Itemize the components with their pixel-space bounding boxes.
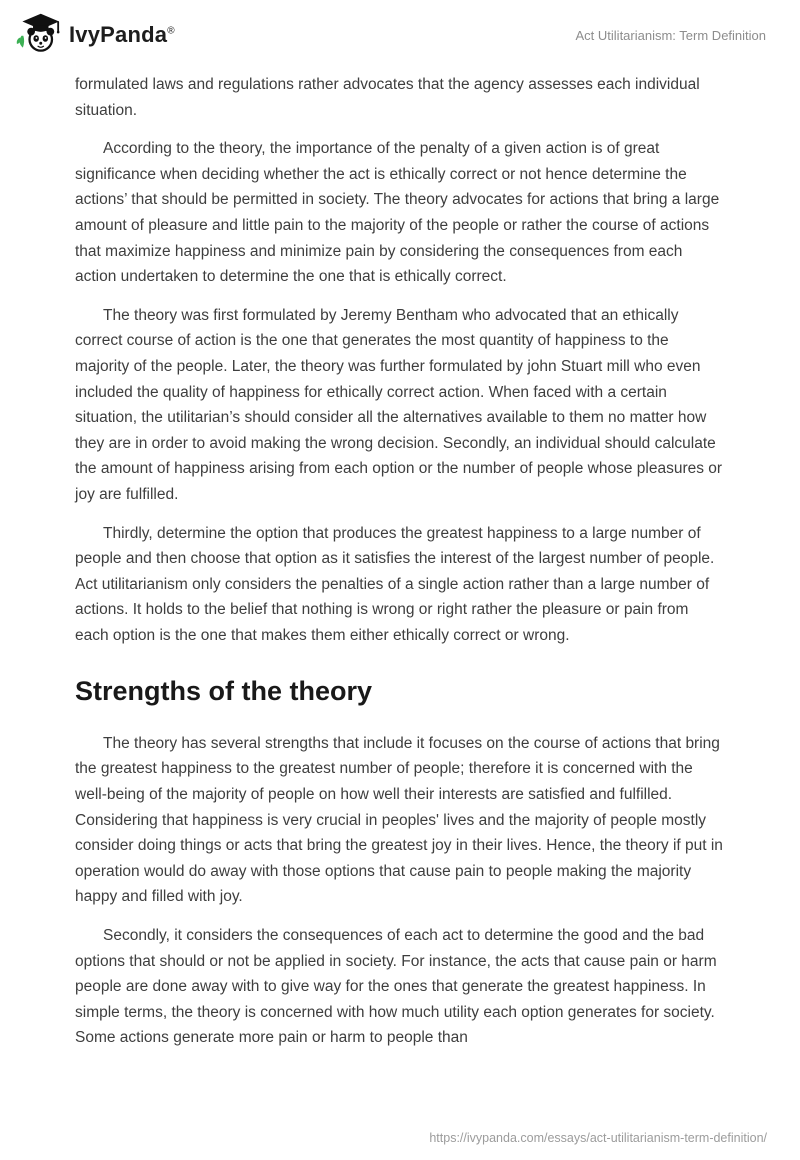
section-heading: Strengths of the theory (75, 676, 373, 707)
paragraph: According to the theory, the importance of the penalty of a given action is of great significance when deciding whether the act is ethically correct or not hence determine the actions’ that should be permitted in society. The theory advocates for actions that bring a large amount of pleasure and little pain to the majority of the people or rather the course of actions that maximize happiness and minimize pain by considering the consequences from each action undertaken to determine the one that is ethically correct. (75, 140, 720, 286)
essay-content (0, 58, 800, 1051)
document-title: Act Utilitarianism: Term Definition (575, 27, 766, 43)
ivypanda-logo[interactable] (16, 10, 175, 61)
paragraph: formulated laws and regulations rather advocates that the agency assesses each individual situation. (75, 76, 700, 119)
paragraph: The theory has several strengths that include it focuses on the course of actions that bring the greatest happiness to the greatest number of people; therefore it is concerned with the well-being of the majority of people on how well their interests are satisfied and fulfilled. Considering that happiness is very crucial in peoples' lives and the majority of people mostly consider doing things or acts that bring the greatest joy in their lives. Hence, the theory if put in operation would do away with those options that cause pain to people making the majority happy and filled with joy. (75, 734, 723, 906)
header (0, 0, 800, 58)
paragraph: Secondly, it considers the consequences of each act to determine the good and the bad options that should or not be applied in society. For instance, the acts that cause pain or harm people are done away with to give way for the ones that generate the greatest happiness. In simple terms, the theory is concerned with how much utility each option generates for society. Some actions generate more pain or harm to people than (75, 927, 717, 1047)
source-url-link[interactable]: https://ivypanda.com/essays/act-utilitarianism-term-definition/ (429, 1131, 767, 1145)
footer (429, 1129, 767, 1147)
paragraph: The theory was first formulated by Jeremy Bentham who advocated that an ethically correct course of action is the one that generates the most quantity of happiness to the majority of the people. Later, the theory was further formulated by john Stuart mill who even included the quality of happiness for ethically correct action. When faced with a certain situation, the utilitarian’s should consider all the alternatives available to them no matter how they are in order to avoid making the wrong decision. Secondly, an individual should calculate the amount of happiness arising from each option or the number of people whose pleasures or joy are fulfilled. (75, 306, 723, 503)
ivypanda-panda-icon (16, 10, 60, 61)
registered-mark: ® (167, 25, 175, 37)
paragraph: Thirdly, determine the option that produces the greatest happiness to a large number of people and then choose that option as it satisfies the interest of the largest number of people. Act utilitarianism only considers the penalties of a single action rather than a large number of actions. It holds to the belief that nothing is wrong or right rather the pleasure or pain from each option is the one that makes them either ethically correct or wrong. (75, 524, 715, 644)
brand-wordmark: IvyPanda® (69, 22, 175, 47)
